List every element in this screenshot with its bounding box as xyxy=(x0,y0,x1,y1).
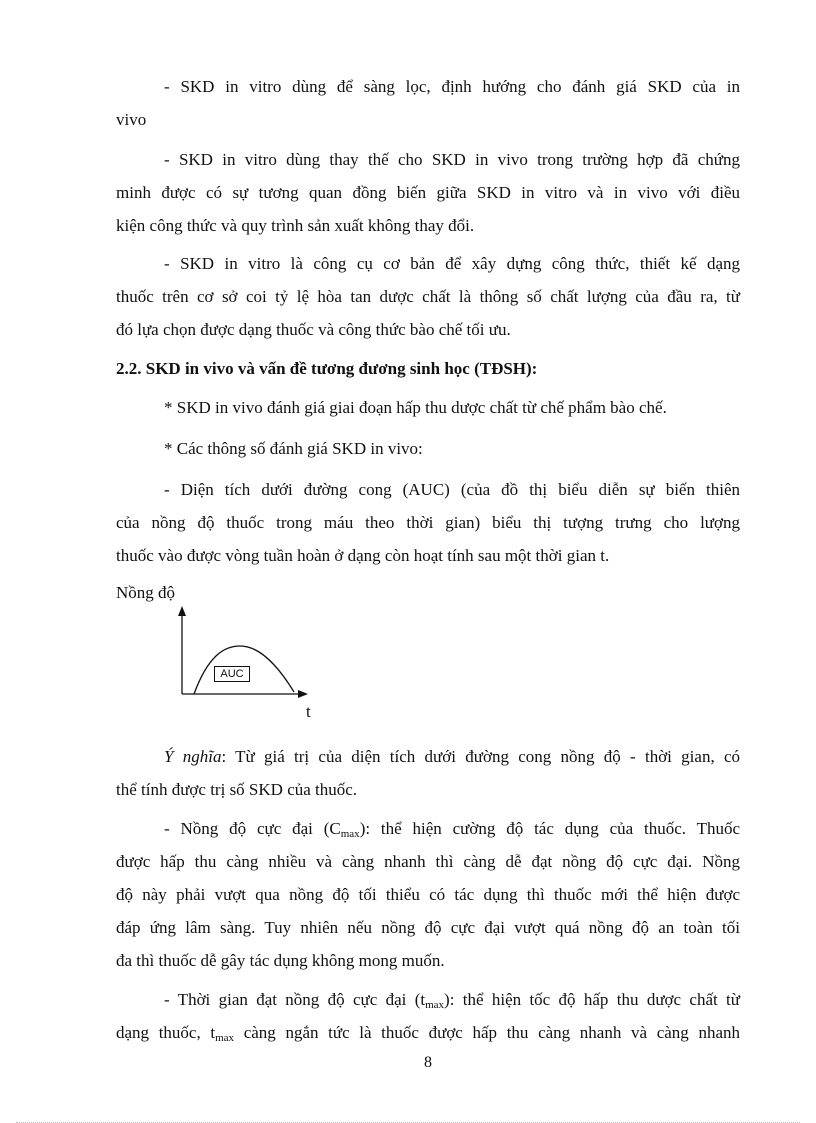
cmax-text-post: ): thể hiện cường độ tác dụng của thuốc. Thuốc xyxy=(359,819,740,838)
auc-graph xyxy=(116,580,356,730)
paragraph-8-line-2: được hấp thu càng nhiều và càng nhanh thì càng dễ đạt nồng độ cực đại. Nồng xyxy=(116,852,740,871)
paragraph-7-line-2: thể tính được trị số SKD của thuốc. xyxy=(116,780,358,799)
paragraph-8-line-1 xyxy=(116,812,740,845)
paragraph-3-line-2: thuốc trên cơ sở coi tỷ lệ hòa tan dược chất là thông số chất lượng của đầu ra, từ xyxy=(116,287,740,306)
graph-x-label: t xyxy=(306,702,311,721)
auc-box: AUC xyxy=(214,666,250,682)
paragraph-8-line-3: độ này phải vượt qua nồng độ tối thiểu có tác dụng thì thuốc mới thể hiện được xyxy=(116,885,740,904)
paragraph-1-line-2: vivo xyxy=(116,110,147,129)
paragraph-3-line-1: - SKD in vitro là công cụ cơ bản để xây dựng công thức, thiết kế dạng xyxy=(164,254,740,273)
paragraph-9-line-1 xyxy=(116,983,740,1016)
page-number: 8 xyxy=(424,1054,432,1071)
tmax-line2-subscript: max xyxy=(215,1032,235,1044)
paragraph-7-text: : Từ giá trị của diện tích dưới đường cong nồng độ - thời gian, có xyxy=(221,747,741,766)
tmax-subscript: max xyxy=(425,999,445,1011)
graph-axes xyxy=(116,580,356,730)
paragraph-3-line-3: đó lựa chọn được dạng thuốc và công thức bào chế tối ưu. xyxy=(116,320,511,339)
paragraph-8-line-4: đáp ứng lâm sàng. Tuy nhiên nếu nồng độ cực đại vượt quá nồng độ an toàn tối xyxy=(116,918,740,937)
paragraph-2-line-2: minh được có sự tương quan đồng biến giữa SKD in vitro và in vivo với điều xyxy=(116,183,740,202)
cmax-subscript: max xyxy=(340,828,360,840)
paragraph-2-line-3: kiện công thức và quy trình sản xuất không thay đổi. xyxy=(116,216,475,235)
meaning-label: Ý nghĩa xyxy=(164,747,222,766)
section-heading: 2.2. SKD in vivo và vấn đề tương đương sinh học (TĐSH): xyxy=(116,359,538,378)
tmax-line2-pre: dạng thuốc, t xyxy=(116,1023,216,1042)
paragraph-7-line-1 xyxy=(116,740,740,773)
paragraph-8-line-5: đa thì thuốc dễ gây tác dụng không mong muốn. xyxy=(116,951,445,970)
tmax-line2-post: càng ngắn tức là thuốc được hấp thu càng nhanh và càng nhanh xyxy=(234,1023,740,1042)
paragraph-2-line-1: - SKD in vitro dùng thay thế cho SKD in vivo trong trường hợp đã chứng xyxy=(164,150,740,169)
paragraph-9-line-2 xyxy=(116,1016,740,1049)
paragraph-6-line-2: của nồng độ thuốc trong máu theo thời gian) biểu thị tượng trưng cho lượng xyxy=(116,513,740,532)
tmax-text-post: ): thể hiện tốc độ hấp thu dược chất từ xyxy=(444,990,740,1009)
paragraph-6-line-1: - Diện tích dưới đường cong (AUC) (của đồ thị biểu diễn sự biến thiên xyxy=(164,480,740,499)
paragraph-4: * SKD in vivo đánh giá giai đoạn hấp thu dược chất từ chế phẩm bào chế. xyxy=(164,398,667,417)
y-axis-arrow xyxy=(178,606,186,616)
tmax-text-pre: - Thời gian đạt nồng độ cực đại (t xyxy=(164,990,426,1009)
graph-y-label: Nồng độ xyxy=(116,583,176,602)
cmax-text-pre: - Nồng độ cực đại (C xyxy=(164,819,341,838)
paragraph-1-line-1: - SKD in vitro dùng để sàng lọc, định hướng cho đánh giá SKD của in xyxy=(164,77,740,96)
paragraph-6-line-3: thuốc vào được vòng tuần hoàn ở dạng còn hoạt tính sau một thời gian t. xyxy=(116,546,610,565)
x-axis-arrow xyxy=(298,690,308,698)
paragraph-5: * Các thông số đánh giá SKD in vivo: xyxy=(164,439,423,458)
